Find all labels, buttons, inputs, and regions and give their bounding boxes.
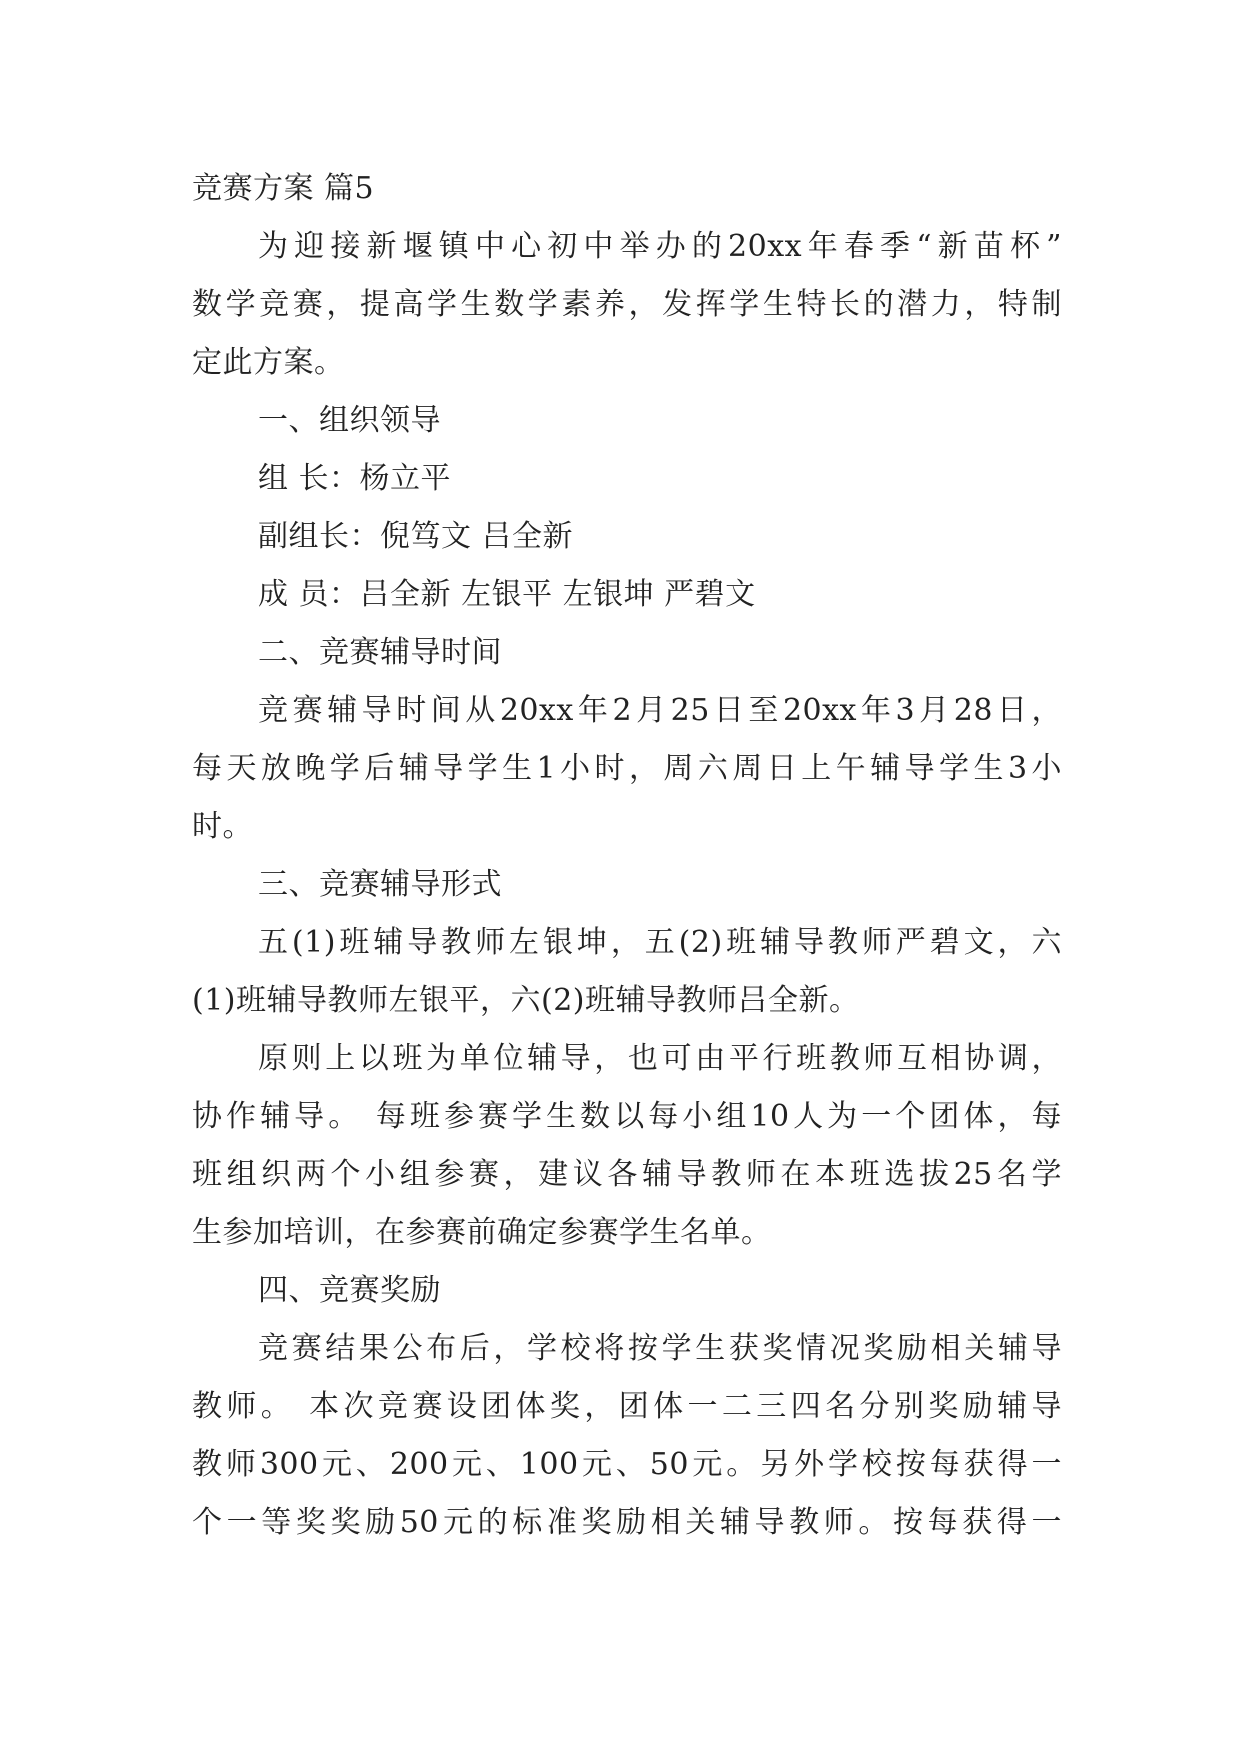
paragraph-line: 时。	[192, 809, 253, 844]
paragraph-line: (1)班辅导教师左银平，六(2)班辅导教师吕全新。	[192, 983, 860, 1018]
paragraph-line: 为迎接新堰镇中心初中举办的20xx年春季“新苗杯”	[258, 229, 1062, 264]
paragraph-line: 副组长：倪笃文 吕全新	[258, 519, 574, 554]
paragraph-line: 协作辅导。 每班参赛学生数以每小组10人为一个团体，每	[192, 1099, 1062, 1134]
paragraph-line: 竞赛结果公布后，学校将按学生获奖情况奖励相关辅导	[258, 1331, 1062, 1366]
paragraph-line: 班组织两个小组参赛，建议各辅导教师在本班选拔25名学	[192, 1157, 1062, 1192]
paragraph-line: 数学竞赛，提高学生数学素养，发挥学生特长的潜力，特制	[192, 287, 1062, 322]
paragraph-line: 成 员：吕全新 左银平 左银坤 严碧文	[258, 577, 756, 612]
paragraph-line: 原则上以班为单位辅导，也可由平行班教师互相协调，	[258, 1041, 1062, 1076]
paragraph-line: 五(1)班辅导教师左银坤，五(2)班辅导教师严碧文，六	[258, 925, 1062, 960]
section-heading: 一、组织领导	[258, 403, 441, 438]
paragraph-line: 生参加培训，在参赛前确定参赛学生名单。	[192, 1215, 772, 1250]
paragraph-line: 教师300元、200元、100元、50元。另外学校按每获得一	[192, 1447, 1062, 1482]
paragraph-line: 定此方案。	[192, 345, 345, 380]
paragraph-line: 竞赛辅导时间从20xx年2月25日至20xx年3月28日，	[258, 693, 1062, 728]
section-heading: 三、竞赛辅导形式	[258, 867, 502, 902]
paragraph-line: 个一等奖奖励50元的标准奖励相关辅导教师。按每获得一	[192, 1505, 1062, 1540]
paragraph-line: 组 长：杨立平	[258, 461, 452, 496]
paragraph-line: 每天放晚学后辅导学生1小时，周六周日上午辅导学生3小	[192, 751, 1062, 786]
paragraph-line: 教师。 本次竞赛设团体奖，团体一二三四名分别奖励辅导	[192, 1389, 1062, 1424]
document-body	[192, 160, 1062, 1552]
section-heading: 二、竞赛辅导时间	[258, 635, 502, 670]
document-title: 竞赛方案 篇5	[192, 171, 375, 206]
section-heading: 四、竞赛奖励	[258, 1273, 441, 1308]
